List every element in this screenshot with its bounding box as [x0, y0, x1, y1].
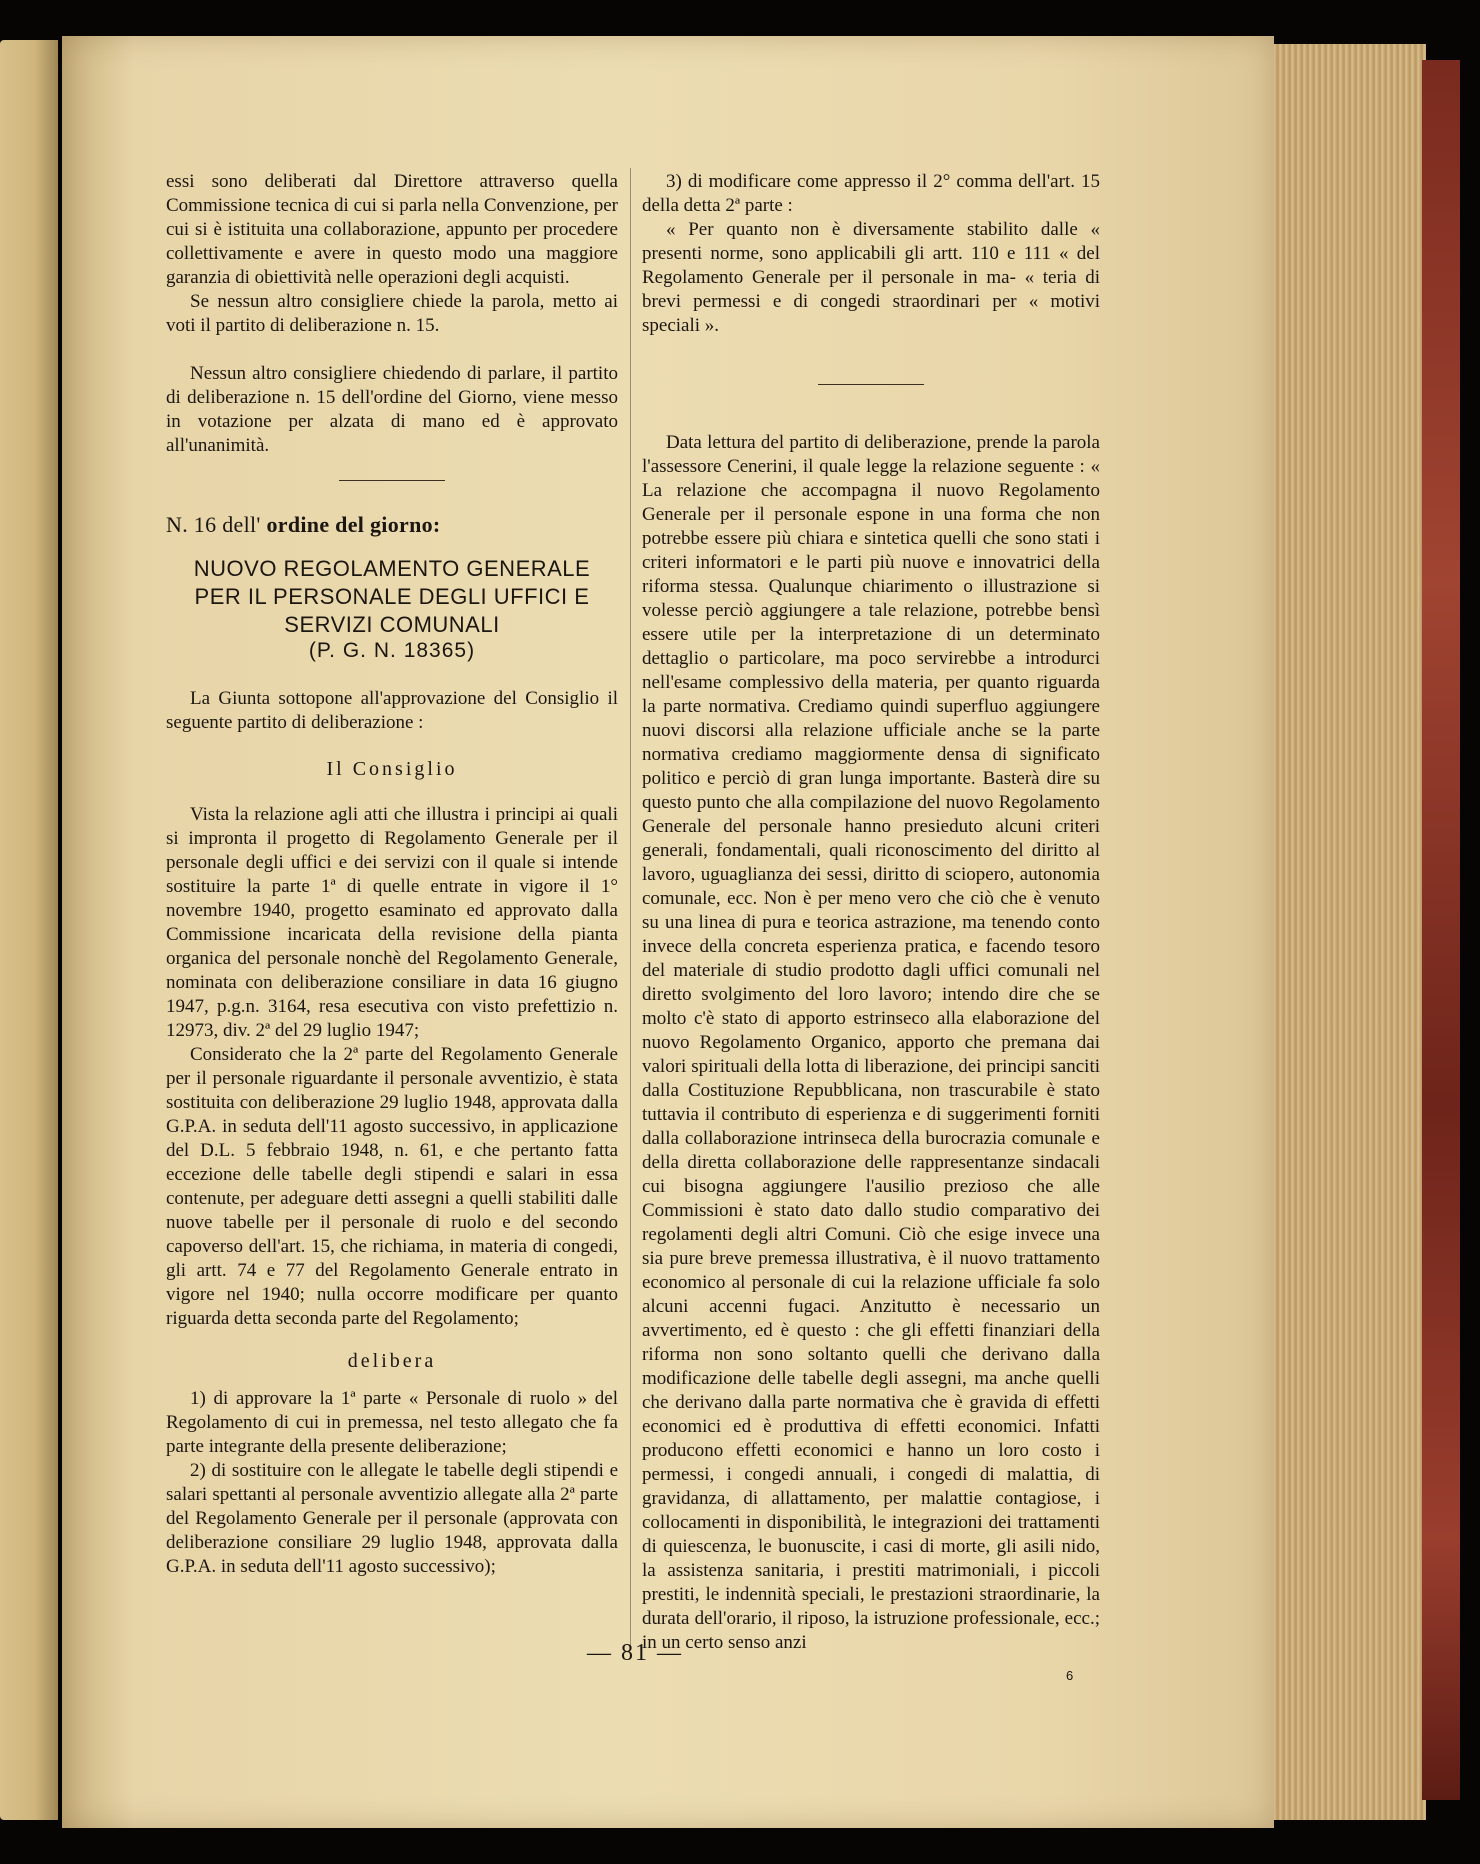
previous-page-edge: [0, 40, 58, 1820]
paragraph: La Giunta sottopone all'approvazione del Consiglio il seguente partito di deliberazione :: [166, 688, 618, 733]
quoted-paragraph: « Per quanto non è diversamente stabilito dalle « presenti norme, sono applicabili gli artt. 110 e 111 « del Regolamento Generale per il personale in ma- « teria di brevi permessi e di congedi straordinari per « motivi speciali ».: [642, 219, 1100, 336]
section-title: [166, 555, 618, 639]
paragraph: Data lettura del partito di deliberazione, prende la parola l'assessore Cenerini, il quale legge la relazione seguente : « La relazione che accompagna il nuovo Regolamento Generale per il personale espone in una forma che non potrebbe essere più chiara e sintetica quelli che sono stati i criteri informatori e le parti più nuove e innovatrici della riforma stessa. Qualunque chiarimento o illustrazione si volesse perciò aggiungere a tale relazione, potrebbe bensì essere utile per la interpretazione di un determinato dettaglio o particolare, ma poco servirebbe a introdurci nell'esame complessivo della materia, per quanto riguarda la parte normativa. Crediamo quindi superfluo aggiungere nuovi discorsi alla relazione ufficiale anche se la parte normativa crediamo maggiormente densa di significato politico e perciò di gran lunga importante. Basterà dire su questo punto che alla compilazione del nuovo Regolamento Generale del personale hanno presieduto alcuni criteri generali, fondamentali, quali riconoscimento del diritto al lavoro, uguaglianza dei sessi, diritto di sciopero, autonomia comunale, ecc. Non è per meno vero che ciò che è venuto su una linea di pura e teorica astrazione, ma tenendo conto invece della concreta esperienza pratica, e facendo tesoro del materiale di studio prodotto dagli uffici comunali nel diretto svolgimento del loro lavoro; intendo dire che se molto c'è stato di apporto estrinseco alla elaborazione del nuovo Regolamento Organico, apporto che premana dai valori spirituali della lotta di liberazione, dei principi sanciti dalla Costituzione Repubblicana, non trascurabile è stato tuttavia il contributo di esperienza e di suggerimenti forniti dalla collaborazione intrinseca della burocrazia comunale e della diretta collaborazione delle rappresentanze sindacali cui bisogna aggiungere l'ausilio prezioso che alle Commissioni è stato dato dallo studio comparativo dei regolamenti degli altri Comuni. Ciò che esige invece una sia pure breve premessa illustrativa, è il nuovo trattamento economico al personale di cui la relazione ufficiale fa solo alcuni accenni fugaci. Anzitutto è necessario un avvertimento, ed è questo : che gli effetti finanziari della riforma non sono soltanto quelli che derivano dalla modificazione delle tabelle degli assegni, ma anche quelli che derivano dalla parte normativa che è gravida di effetti economici ed è produttiva di effetti economici. Infatti producono effetti economici e hanno un loro costo i permessi, i congedi annuali, i congedi di malattia, di gravidanza, di allattamento, per malattie contagiose, i collocamenti in disponibilità, le integrazioni dei trattamenti di quiescenza, le buonuscite, i casi di morte, gli asili nido, la assistenza sanitaria, i prestiti matrimoniali, i piccoli prestiti, le indennità speciali, le prestazioni straordinarie, la durata dell'orario, il riposo, la istruzione professionale, ecc.; in un certo senso anzi: [642, 432, 1100, 1653]
book-cover-edge: [1422, 60, 1460, 1800]
title-line: SERVIZI COMUNALI: [284, 612, 500, 637]
paragraph: Considerato che la 2ª parte del Regolamento Generale per il personale riguardante il personale avventizio, è stata sostituita con deliberazione 29 luglio 1948, approvata dalla G.P.A. in seduta dell'11 agosto successivo, in applicazione del D.L. 5 febbraio 1948, n. 61, e che pertanto fatta eccezione delle tabelle degli stipendi e salari in essa contenute, per adeguare detti assegni a quelli stabiliti dalle nuove tabelle per il personale di ruolo e del secondo capoverso dell'art. 15, che richiama, in materia di congedi, gli artt. 74 e 77 del Regolamento Generale entrato in vigore nel 1940; nulla occorre modificare per quanto riguarda detta seconda parte del Regolamento;: [166, 1044, 618, 1329]
paragraph: 1) di approvare la 1ª parte « Personale di ruolo » del Regolamento di cui in premessa, nel testo allegato che fa parte integrante della presente deliberazione;: [166, 1388, 618, 1457]
agenda-number: N. 16: [166, 512, 217, 537]
il-consiglio-heading: Il Consiglio: [326, 758, 458, 780]
signature-mark: 6: [1066, 1668, 1074, 1683]
page-block-edge: [1274, 44, 1426, 1820]
column-rule: [630, 168, 631, 1648]
paragraph: essi sono deliberati dal Direttore attraverso quella Commissione tecnica di cui si parla nella Convenzione, per cui si è istituita una collaborazione, appunto per procedere collettivamente e avere in questo modo una maggiore garanzia di obiettività nelle operazioni degli acquisti.: [166, 171, 618, 288]
title-line: PER IL PERSONALE DEGLI UFFICI E: [194, 584, 590, 609]
paragraph: Vista la relazione agli atti che illustra i principi ai quali si impronta il progetto di Regolamento Generale per il personale degli uffici e dei servizi con il quale si intende sostituire la parte 1ª di quelle entrate in vigore il 1° novembre 1940, progetto esaminato ed approvato dalla Commissione incaricata della revisione della pianta organica del personale nonchè del Regolamento Generale, nominata con deliberazione consiliare in data 16 giugno 1947, p.g.n. 3164, resa esecutiva con visto prefettizio n. 12973, div. 2ª del 29 luglio 1947;: [166, 804, 618, 1041]
title-line: NUOVO REGOLAMENTO GENERALE: [193, 556, 591, 581]
paragraph: Se nessun altro consigliere chiede la parola, metto ai voti il partito di deliberazione n. 15.: [166, 291, 618, 336]
right-column: [642, 170, 1100, 1655]
section-divider: [818, 384, 924, 385]
paragraph: 2) di sostituire con le allegate le tabelle degli stipendi e salari spettanti al personale avventizio allegate alla 2ª parte del Regolamento Generale per il personale (approvata con deliberazione consiliare 29 luglio 1948, approvata dalla G.P.A. in seduta dell'11 agosto successivo);: [166, 1460, 618, 1577]
agenda-bold: ordine del giorno:: [266, 512, 441, 537]
paragraph: 3) di modificare come appresso il 2° comma dell'art. 15 della detta 2ª parte :: [642, 171, 1100, 216]
protocol-reference: (P. G. N. 18365): [308, 639, 476, 662]
delibera-heading: delibera: [347, 1350, 437, 1372]
agenda-mid: dell': [222, 512, 261, 537]
page-number: — 81 —: [587, 1640, 683, 1666]
agenda-heading: [166, 513, 618, 537]
section-divider: [339, 480, 445, 481]
left-column: [166, 170, 618, 1579]
paragraph: Nessun altro consigliere chiedendo di parlare, il partito di deliberazione n. 15 dell'ordine del Giorno, viene messo in votazione per alzata di mano ed è approvato all'unanimità.: [166, 363, 618, 456]
